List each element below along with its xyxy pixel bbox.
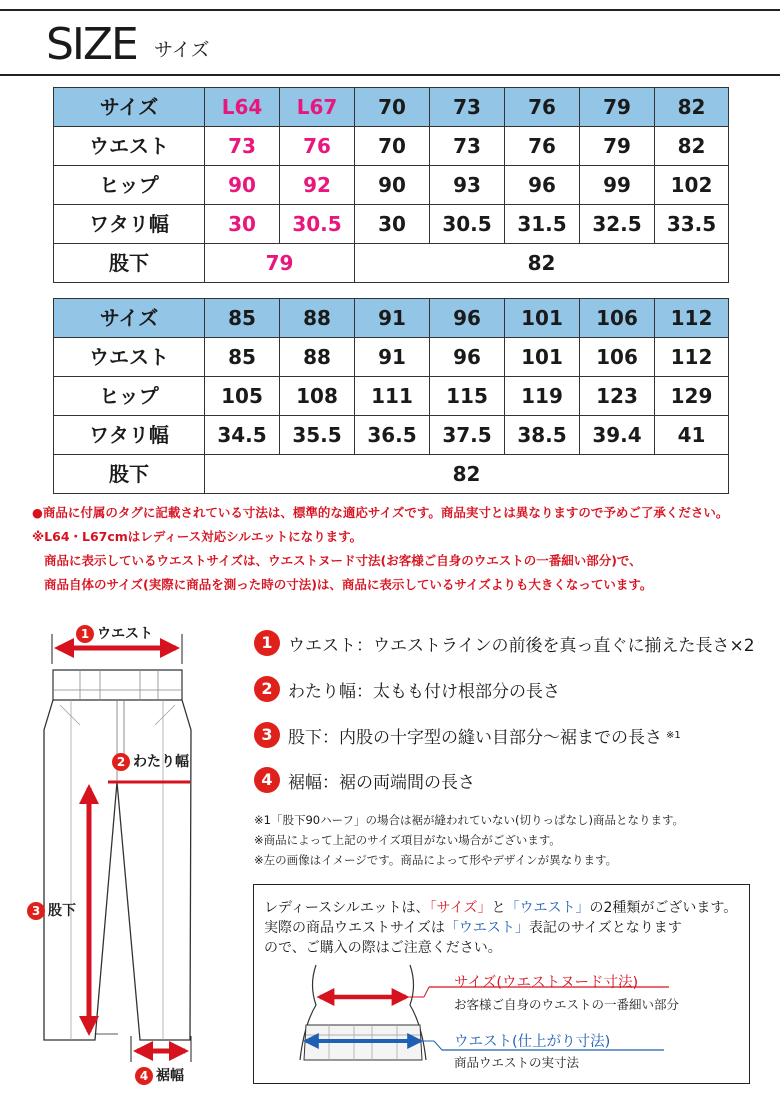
box-text-line-3: ので、ご購入の際はご注意ください。 [264,940,502,956]
table-row [54,166,729,205]
header-cell: L67 [280,88,355,127]
table-cell: 30 [205,205,280,244]
header-cell: 101 [505,299,580,338]
table-cell: 108 [280,377,355,416]
table-cell: 33.5 [655,205,729,244]
table-cell: 93 [430,166,505,205]
table-cell: 30 [355,205,430,244]
finished-waist-desc: 商品ウエストの実寸法 [454,1055,580,1070]
table-row [54,377,729,416]
table-cell: 90 [205,166,280,205]
table-cell: 41 [655,416,729,455]
row-label: ワタリ幅 [54,205,205,244]
header-cell: 88 [280,299,355,338]
header-cell: 82 [655,88,729,127]
table-cell: 96 [430,338,505,377]
table-cell: 31.5 [505,205,580,244]
table-cell: 106 [580,338,655,377]
size-table-2 [53,298,729,494]
table-cell: 30.5 [430,205,505,244]
table-cell: 36.5 [355,416,430,455]
header-cell: 91 [355,299,430,338]
header-cell: 70 [355,88,430,127]
table-cell: 37.5 [430,416,505,455]
table-cell: 111 [355,377,430,416]
table-cell: 85 [205,338,280,377]
table-row [54,455,729,494]
table-cell: 90 [355,166,430,205]
header-cell: 73 [430,88,505,127]
row-label: 股下 [54,455,205,494]
legend-text: ウエスト：ウエストラインの前後を真っ直ぐに揃えた長さ×2 [288,635,755,656]
row-label: ヒップ [54,377,205,416]
size-table-1 [53,87,729,283]
row-label: 股下 [54,244,205,283]
table-cell: 79 [580,127,655,166]
header-cell: 96 [430,299,505,338]
table-cell: 129 [655,377,729,416]
legend-text: 裾幅：裾の両端間の長さ [288,772,475,793]
table-cell: 70 [355,127,430,166]
box-text-line-2: 実際の商品ウエストサイズは「ウエスト」表記のサイズとなります [264,920,682,936]
legend-item-thigh [254,675,560,703]
table-cell: 92 [280,166,355,205]
number-badge: 1 [254,630,280,656]
table-row [54,205,729,244]
header-cell: 112 [655,299,729,338]
table-row [54,416,729,455]
finished-waist-label: ウエスト(仕上がり寸法) [454,1034,611,1050]
legend-footnote-ref: ※1 [666,729,681,741]
note-waist-nude: 商品に表示しているウエストサイズは、ウエストヌード寸法(お客様ご自身のウエストの一番細い部分)で、 [44,553,642,568]
row-label: ヒップ [54,166,205,205]
row-label: ウエスト [54,127,205,166]
table-cell: 32.5 [580,205,655,244]
number-badge: 4 [254,767,280,793]
diagram-hem-label: 4 裾幅 [135,1065,184,1085]
table-cell: 82 [355,244,729,283]
table-cell: 119 [505,377,580,416]
table-cell: 82 [655,127,729,166]
number-badge: 3 [254,722,280,748]
table-cell: 38.5 [505,416,580,455]
table-header-row [54,88,729,127]
page-title: SIZE [46,19,137,70]
table-cell: 73 [205,127,280,166]
footnote: ※1「股下90ハーフ」の場合は裾が縫われていない(切りっぱなし)商品となります。 [254,813,685,827]
table-cell: 76 [505,127,580,166]
header-cell: 79 [580,88,655,127]
table-cell: 123 [580,377,655,416]
table-cell: 39.4 [580,416,655,455]
header-cell: 106 [580,299,655,338]
table-cell: 105 [205,377,280,416]
header-cell: サイズ [54,88,205,127]
table-cell: 79 [205,244,355,283]
table-cell: 101 [505,338,580,377]
table-cell: 88 [280,338,355,377]
diagram-thigh-label: 2 わたり幅 [112,751,189,771]
header-cell: L64 [205,88,280,127]
number-badge: 2 [254,676,280,702]
table-cell: 30.5 [280,205,355,244]
note-tag-size: ●商品に付属のタグに記載されている寸法は、標準的な適応サイズです。商品実寸とは異なりますので予めご了承ください。 [32,505,729,520]
diagram-inseam-label: 3 股下 [27,900,76,920]
table-row [54,244,729,283]
header-rule-bottom [0,74,780,76]
table-cell: 115 [430,377,505,416]
row-label: ウエスト [54,338,205,377]
table-header-row [54,299,729,338]
footnote: ※左の画像はイメージです。商品によって形やデザインが異なります。 [254,853,618,867]
table-cell: 34.5 [205,416,280,455]
header-cell: 85 [205,299,280,338]
footnote: ※商品によって上記のサイズ項目がない場合がございます。 [254,833,561,847]
legend-item-hem [254,766,475,794]
table-cell: 99 [580,166,655,205]
nude-waist-desc: お客様ご自身のウエストの一番細い部分 [454,997,680,1012]
header-cell: サイズ [54,299,205,338]
page-subtitle: サイズ [154,39,210,61]
legend-text: わたり幅：太もも付け根部分の長さ [288,681,560,702]
table-cell: 102 [655,166,729,205]
table-cell: 112 [655,338,729,377]
legend-text: 股下：内股の十字型の縫い目部分〜裾までの長さ [288,727,662,748]
box-text-line-1: レディースシルエットは、「サイズ」と「ウエスト」の2種類がございます。 [264,900,738,916]
legend-item-waist [254,629,755,657]
table-row [54,127,729,166]
header-cell: 76 [505,88,580,127]
table-cell: 96 [505,166,580,205]
note-ladies: ※L64・L67cmはレディース対応シルエットになります。 [32,529,363,544]
header-rule-top [0,9,780,11]
table-cell: 82 [205,455,729,494]
ladies-silhouette-box [253,884,750,1084]
table-cell: 35.5 [280,416,355,455]
row-label: ワタリ幅 [54,416,205,455]
nude-waist-label: サイズ(ウエストヌード寸法) [454,975,639,991]
table-cell: 73 [430,127,505,166]
diagram-waist-label: 1 ウエスト [76,623,153,643]
table-row [54,338,729,377]
table-cell: 76 [280,127,355,166]
note-actual-size: 商品自体のサイズ(実際に商品を測った時の寸法)は、商品に表示しているサイズよりも大きくなっています。 [44,577,653,592]
legend-item-inseam [254,721,681,749]
table-cell: 91 [355,338,430,377]
